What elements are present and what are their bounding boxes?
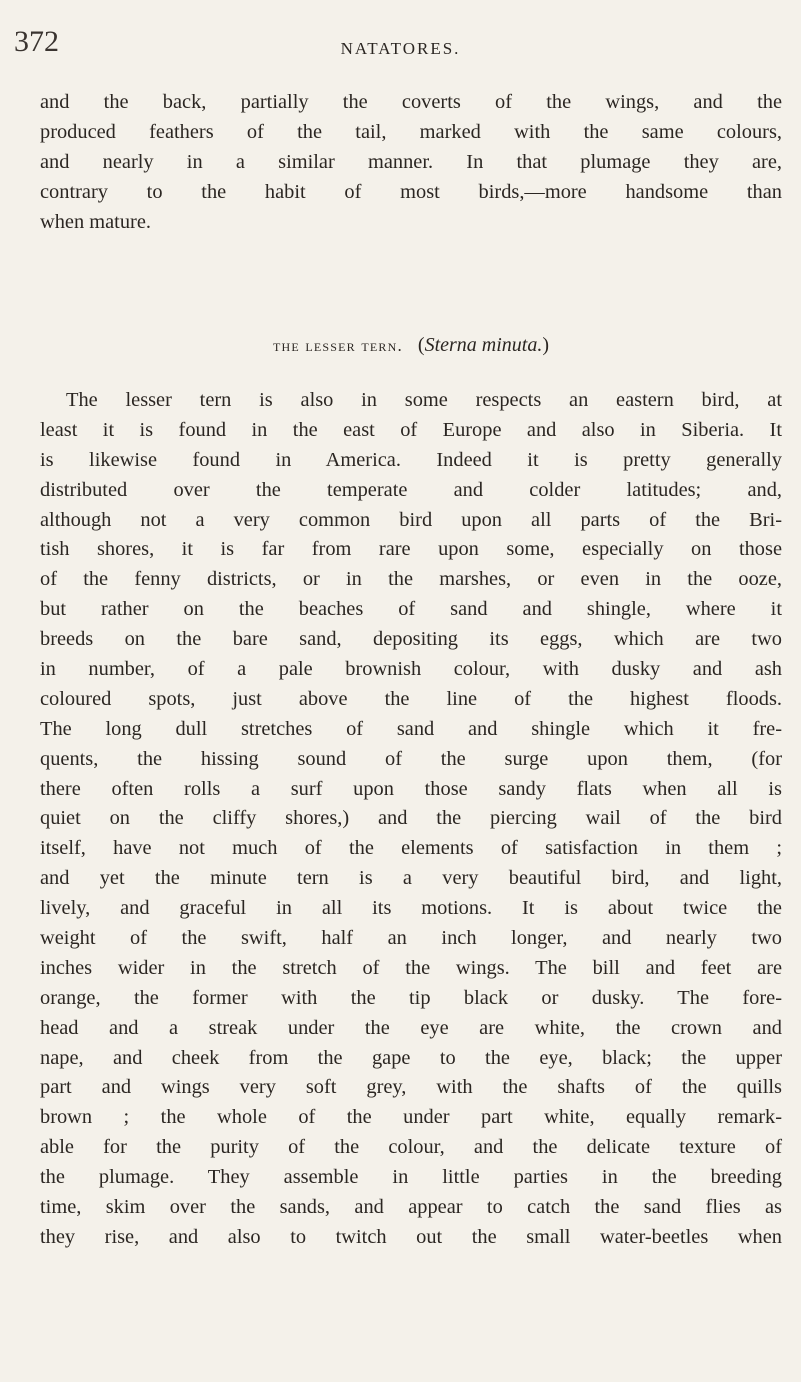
text-line: part and wings very soft grey, with the shafts of the quills (40, 1076, 782, 1099)
text-line: breeds on the bare sand, depositing its eggs, which are two (40, 628, 782, 651)
text-line: is likewise found in America. Indeed it is pretty generally (40, 448, 782, 471)
text-line: The lesser tern is also in some respects an eastern bird, at (66, 389, 782, 411)
text-line: weight of the swift, half an inch longer, and nearly two (40, 927, 782, 950)
text-line: time, skim over the sands, and appear to catch the sand flies as (40, 1196, 782, 1219)
text-line: itself, have not much of the elements of satisfaction in them ; (40, 837, 782, 860)
text-line: nape, and cheek from the gape to the eye, black; the upper (40, 1046, 782, 1069)
paren-close: ) (542, 334, 550, 356)
text-line: and nearly in a similar manner. In that plumage they are, (40, 150, 782, 173)
text-line: orange, the former with the tip black or dusky. The fore- (40, 986, 782, 1009)
text-line: although not a very common bird upon all parts of the Bri- (40, 508, 782, 531)
body-paragraph (40, 386, 782, 1253)
text-line: and the back, partially the coverts of the wings, and the (40, 91, 782, 113)
species-latin-name: Sterna minuta. (424, 334, 543, 356)
text-line: brown ; the whole of the under part white, equally remark- (40, 1106, 782, 1129)
text-line: and yet the minute tern is a very beautiful bird, and light, (40, 867, 782, 890)
species-common-name: the lesser tern. (272, 336, 403, 355)
text-line: least it is found in the east of Europe and also in Siberia. It (40, 418, 782, 441)
text-line: produced feathers of the tail, marked with the same colours, (40, 120, 782, 143)
page-header (0, 20, 801, 64)
text-line: tish shores, it is far from rare upon some, especially on those (40, 538, 782, 561)
text-line: the plumage. They assemble in little parties in the breeding (40, 1166, 782, 1189)
text-line: coloured spots, just above the line of the highest floods. (40, 687, 782, 710)
text-line: of the fenny districts, or in the marshes, or even in the ooze, (40, 568, 782, 591)
text-line: head and a streak under the eye are white, the crown and (40, 1016, 782, 1039)
text-line: but rather on the beaches of sand and shingle, where it (40, 598, 782, 621)
text-line: contrary to the habit of most birds,—more handsome than (40, 180, 782, 203)
paren-open: ( (417, 334, 425, 356)
text-line: quents, the hissing sound of the surge upon them, (for (40, 747, 782, 770)
text-line: they rise, and also to twitch out the small water-beetles when (40, 1225, 782, 1248)
text-line: lively, and graceful in all its motions. It is about twice the (40, 897, 782, 920)
text-line: inches wider in the stretch of the wings. The bill and feet are (40, 956, 782, 979)
text-line: there often rolls a surf upon those sandy flats when all is (40, 777, 782, 800)
text-line: quiet on the cliffy shores,) and the piercing wail of the bird (40, 807, 782, 830)
text-line: The long dull stretches of sand and shingle which it fre- (40, 717, 782, 740)
text-line: when mature. (40, 210, 151, 233)
page-number: 372 (14, 25, 59, 58)
section-heading (40, 330, 782, 361)
running-head: NATATORES. (340, 39, 461, 58)
text-line: able for the purity of the colour, and the delicate texture of (40, 1136, 782, 1159)
text-line: in number, of a pale brownish colour, with dusky and ash (40, 658, 782, 681)
text-line: distributed over the temperate and colder latitudes; and, (40, 478, 782, 501)
intro-paragraph (40, 88, 782, 237)
